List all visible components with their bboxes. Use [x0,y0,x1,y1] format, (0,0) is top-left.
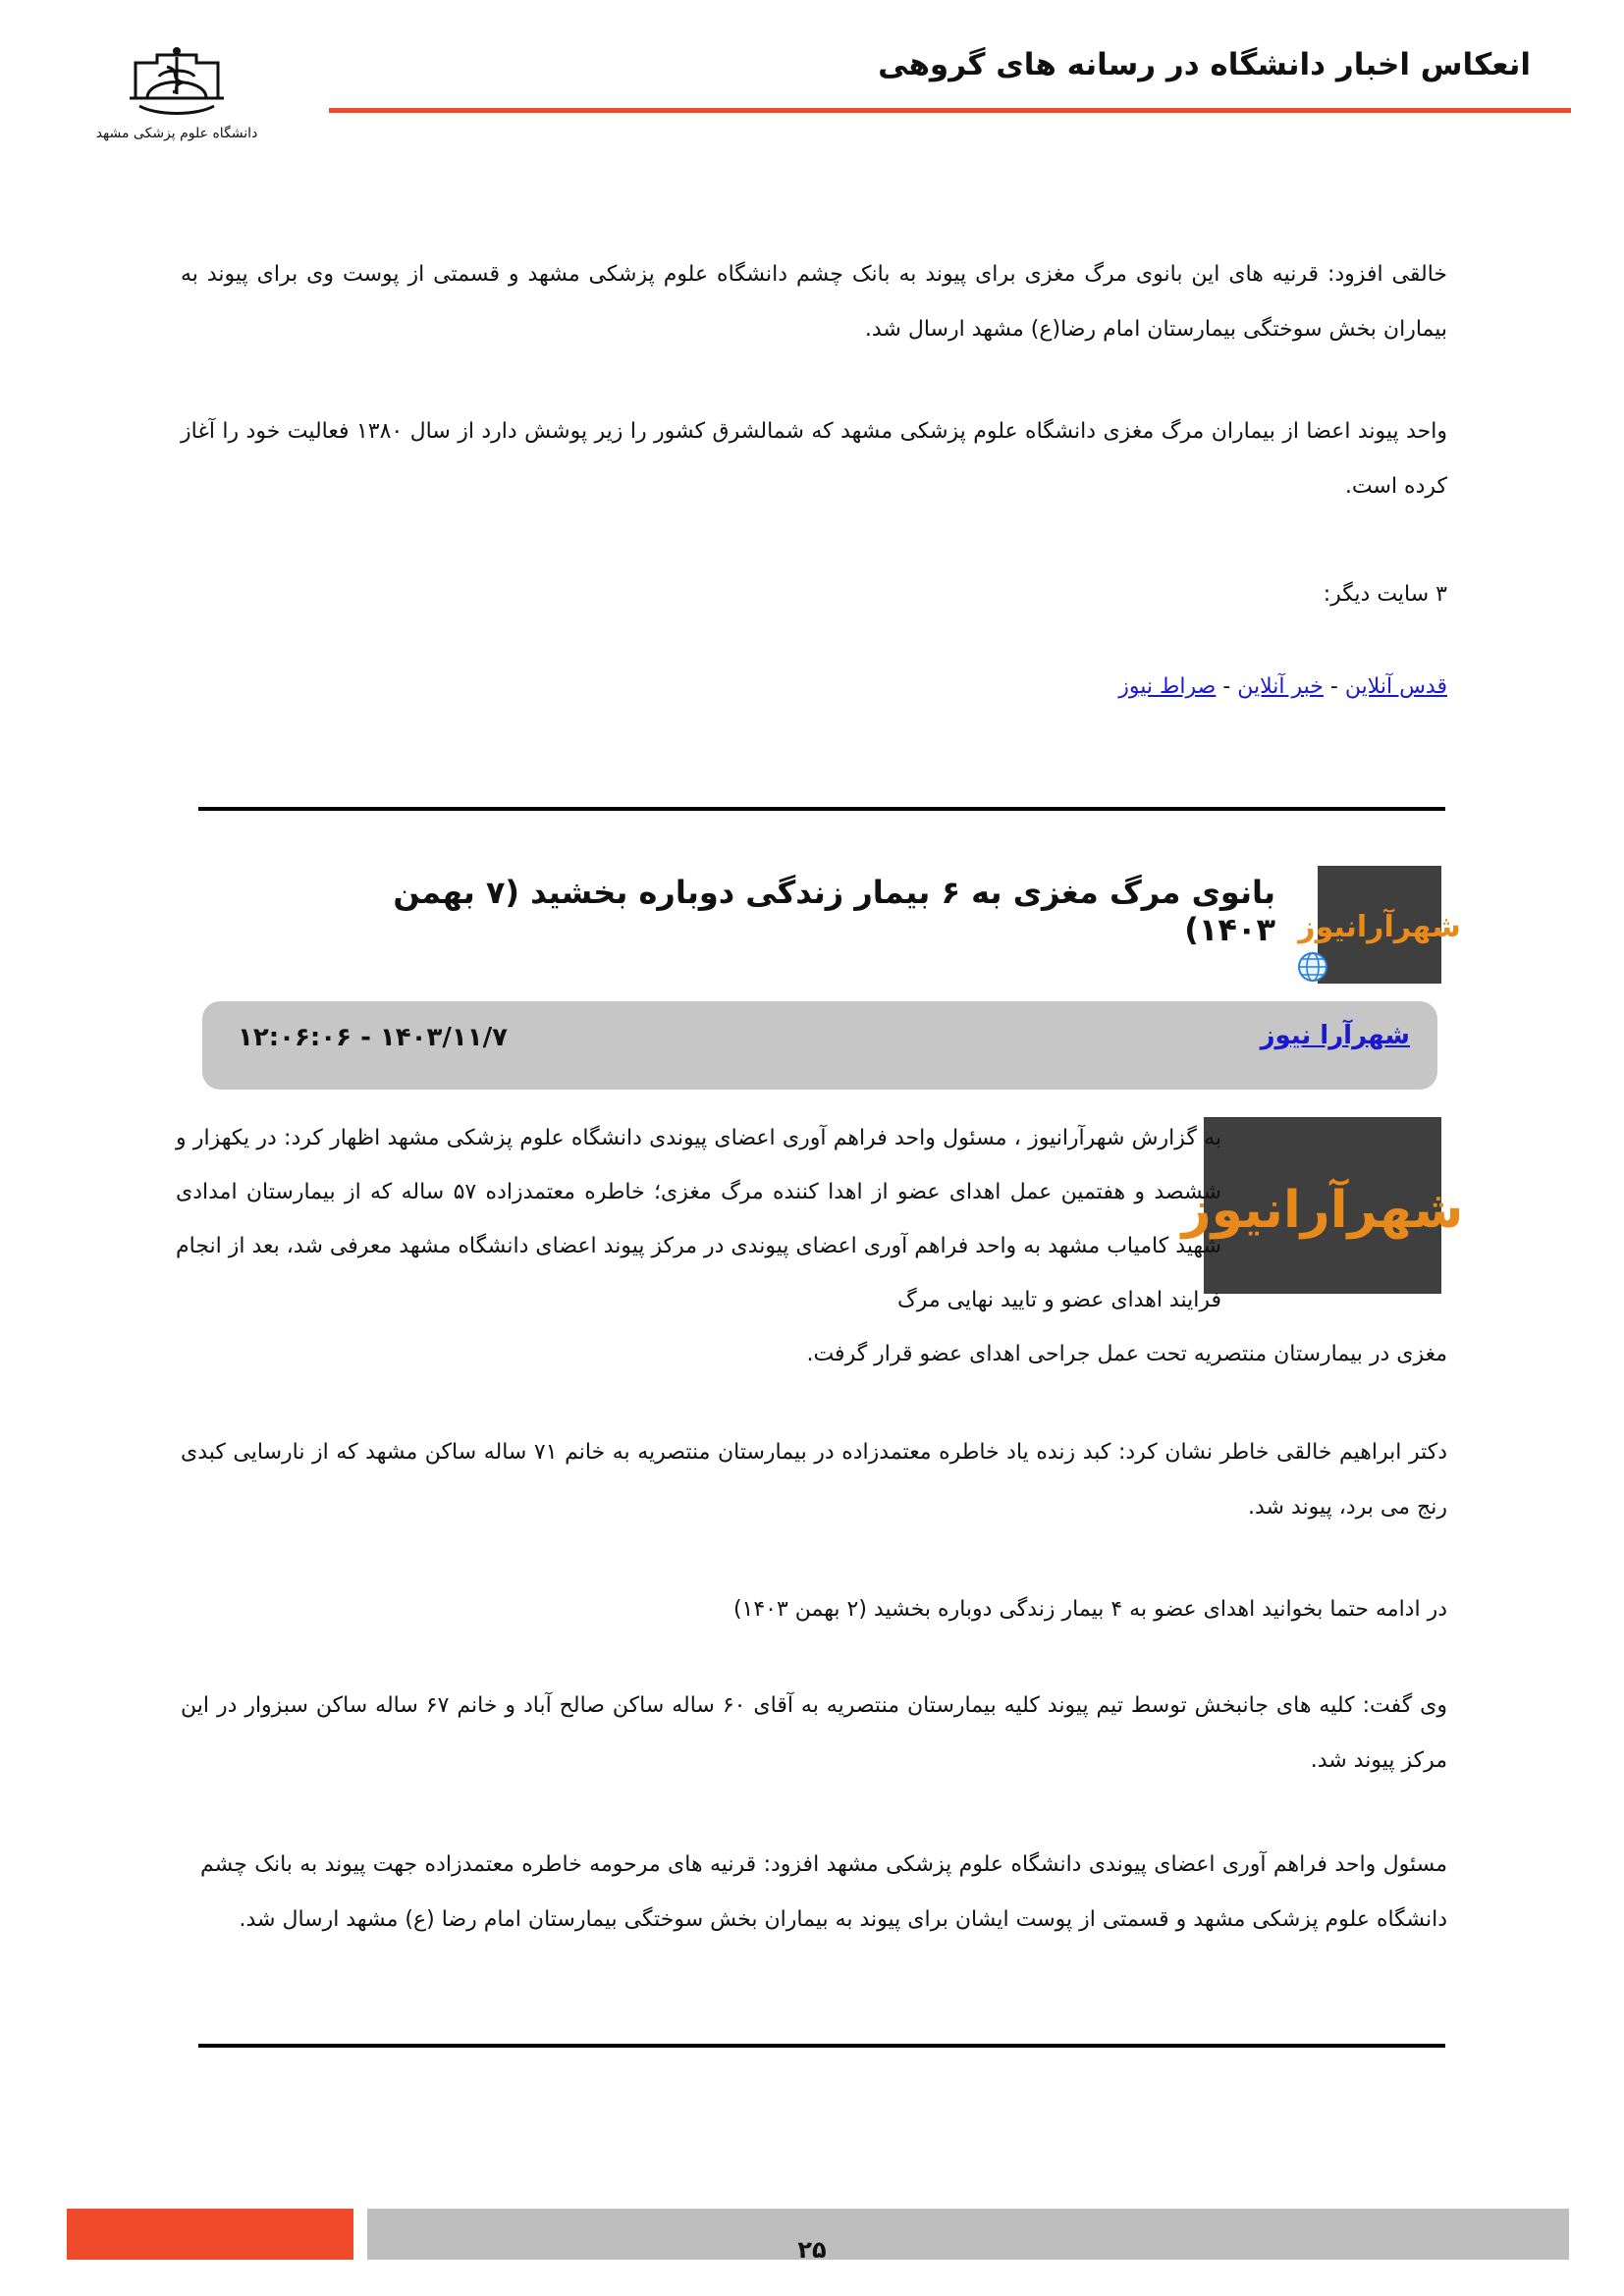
source-bar [202,1001,1437,1090]
link-separator: - [1222,674,1231,699]
logo-caption: دانشگاه علوم پزشکی مشهد [95,126,258,141]
paragraph: وی گفت: کلیه های جانبخش توسط تیم پیوند کلیه بیمارستان منتصریه به آقای ۶۰ ساله ساکن صالح آباد و خانم ۶۷ ساله ساکن سبزوار در این مرکز پیوند شد. [181,1693,1447,1773]
university-seal-icon [95,37,258,165]
link-separator: - [1329,674,1338,699]
source-logo-text: شهرآرانیوز [1298,910,1461,944]
site-link-serat-news[interactable]: صراط نیوز [1118,674,1217,699]
paragraph: در ادامه حتما بخوانید اهدای عضو به ۴ بیمار زندگی دوباره بخشید (۲ بهمن ۱۴۰۳) [732,1597,1447,1622]
page-number: ۲۵ [797,2236,827,2264]
paragraph: دکتر ابراهیم خالقی خاطر نشان کرد: کبد زنده یاد خاطره معتمدزاده در بیمارستان منتصریه به خانم ۷۱ ساله ساکن مشهد که از نارسایی کبدی رنج می برد، پیوند شد. [181,1440,1447,1520]
paragraph: مسئول واحد فراهم آوری اعضای پیوندی دانشگاه علوم پزشکی مشهد افزود: قرنیه های مرحومه خاطره معتمدزاده جهت پیوند به بانک چشم دانشگاه علوم پزشکی مشهد و قسمتی از پوست ایشان برای پیوند به بیماران بخش سوختگی بیمارستان امام رضا (ع) مشهد ارسال شد. [200,1852,1447,1932]
lead-paragraph: به گزارش شهرآرانیوز ، مسئول واحد فراهم آوری اعضای پیوندی دانشگاه علوم پزشکی مشهد اظهار کرد: در یکهزار و ششصد و هفتمین عمل اهدای عضو از اهدا کننده مرگ مغزی؛ خاطره معتمدزاده ۵۷ ساله که از بیمارستان امدادی شهید کامیاب مشهد به واحد فراهم آوری اعضای پیوندی در مرکز پیوند اعضای دانشگاه مشهد معرفی شد، بعد از انجام فرایند اهدای عضو و تایید نهایی مرگ [176,1126,1221,1312]
site-link-qods-online[interactable]: قدس آنلاین [1344,674,1447,699]
section-divider [198,2044,1445,2048]
header-rule [329,108,1571,113]
page-header-title: انعکاس اخبار دانشگاه در رسانه های گروهی [878,47,1531,82]
source-logo-thumbnail [1298,866,1461,984]
article-logo-text: شهرآرانیوز [1181,1181,1464,1240]
news-title: بانوی مرگ مغزی به ۶ بیمار زندگی دوباره بخشید (۷ بهمن ۱۴۰۳) [393,874,1275,948]
other-sites-links [564,667,1447,707]
globe-icon[interactable] [1296,950,1329,984]
article-source-logo [1181,1117,1464,1294]
paragraph: واحد پیوند اعضا از بیماران مرگ مغزی دانشگاه علوم پزشکی مشهد که شمالشرق کشور را زیر پوشش دارد از سال ۱۳۸۰ فعالیت خود را آغاز کرده است. [181,419,1447,499]
publish-datetime: ۱۴۰۳/۱۱/۷ - ۱۲:۰۶:۰۶ [238,1023,508,1052]
other-sites-label: ۳ سایت دیگر: [1323,582,1447,607]
paragraph: خالقی افزود: قرنیه های این بانوی مرگ مغزی برای پیوند به بانک چشم دانشگاه علوم پزشکی مشهد و قسمتی از پوست وی برای پیوند به بیماران بخش سوختگی بیمارستان امام رضا(ع) مشهد ارسال شد. [181,262,1447,342]
source-name-link[interactable]: شهرآرا نیوز [1260,1021,1410,1050]
site-link-khabar-online[interactable]: خبر آنلاین [1237,674,1324,699]
section-divider [198,807,1445,811]
lead-paragraph-end: مغزی در بیمارستان منتصریه تحت عمل جراحی اهدای عضو قرار گرفت. [806,1342,1447,1366]
